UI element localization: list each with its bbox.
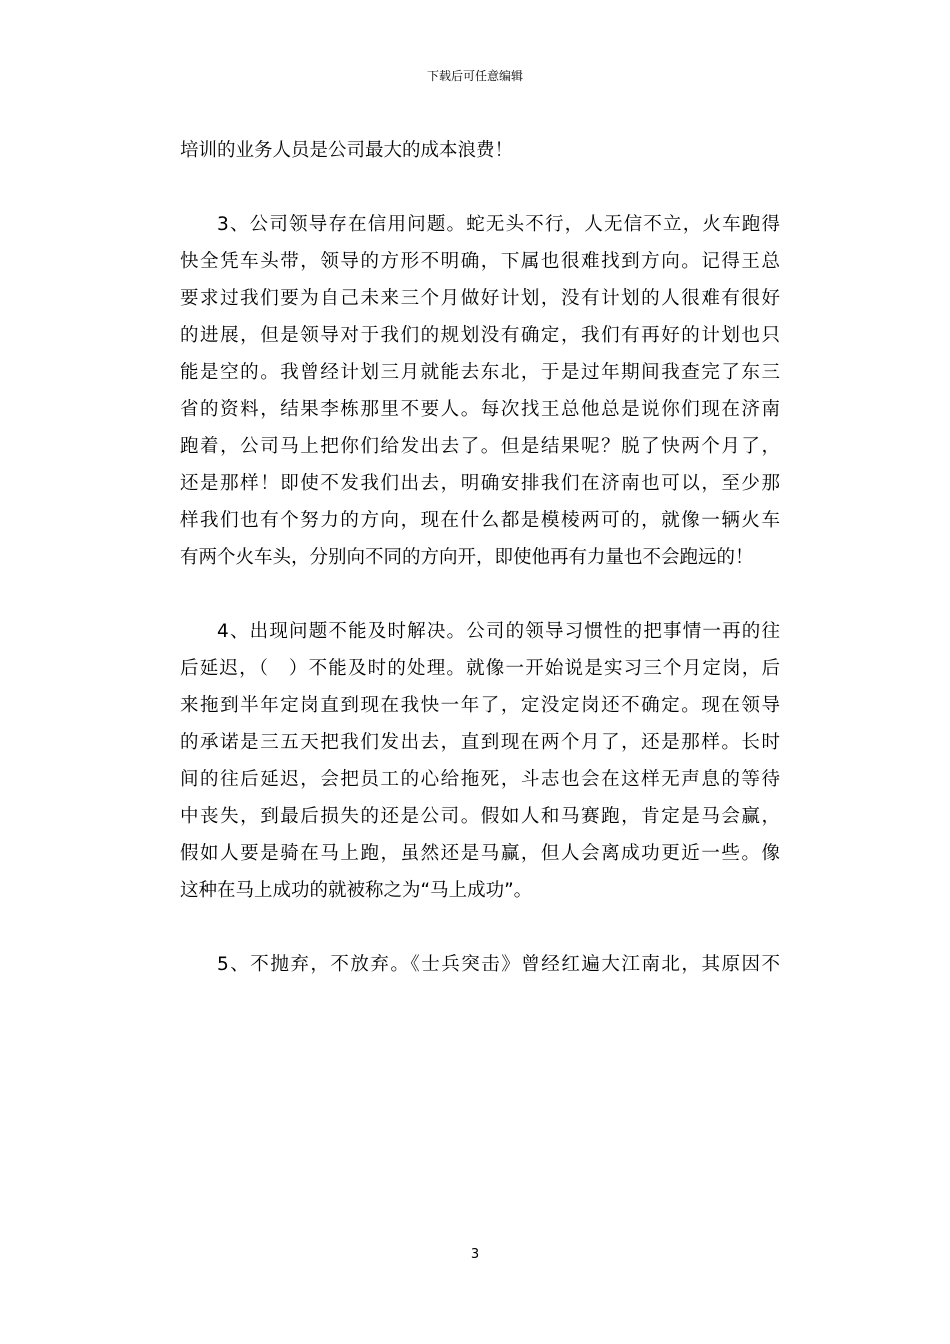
text-line: 的承诺是三五天把我们发出去，直到现在两个月了，还是那样。长时: [180, 732, 780, 753]
paragraph-spacer: [180, 169, 780, 206]
document-body: [180, 132, 780, 983]
text-line: 样我们也有个努力的方向，现在什么都是模棱两可的，就像一辆火车: [180, 510, 780, 531]
text-line: 3、公司领导存在信用问题。蛇无头不行，人无信不立，火车跑得: [217, 214, 780, 235]
text-line: 还是那样！即使不发我们出去，明确安排我们在济南也可以，至少那: [180, 473, 780, 494]
text-line: 省的资料，结果李栋那里不要人。每次找王总他总是说你们现在济南: [180, 399, 780, 420]
text-line: 后延迟，（ ）不能及时的处理。就像一开始说是实习三个月定岗，后: [180, 658, 780, 679]
text-line: 这种在马上成功的就被称之为“马上成功”。: [180, 880, 533, 901]
page-number: 3: [470, 1247, 480, 1262]
page-header: 下载后可任意编辑: [426, 69, 523, 83]
paragraph: [180, 946, 780, 983]
text-line: 假如人要是骑在马上跑，虽然还是马赢，但人会离成功更近一些。像: [180, 843, 780, 864]
paragraph: [180, 206, 780, 576]
text-line: 有两个火车头，分别向不同的方向开，即使他再有力量也不会跑远的！: [180, 547, 754, 568]
paragraph-spacer: [180, 909, 780, 946]
paragraph-spacer: [180, 576, 780, 613]
text-line: 来拖到半年定岗直到现在我快一年了，定没定岗还不确定。现在领导: [180, 695, 780, 716]
text-line: 能是空的。我曾经计划三月就能去东北，于是过年期间我查完了东三: [180, 362, 780, 383]
text-line: 培训的业务人员是公司最大的成本浪费！: [180, 140, 514, 161]
text-line: 4、出现问题不能及时解决。公司的领导习惯性的把事情一再的往: [217, 621, 780, 642]
text-line: 中丧失，到最后损失的还是公司。假如人和马赛跑，肯定是马会赢，: [180, 806, 780, 827]
paragraph: [180, 613, 780, 909]
text-line: 快全凭车头带，领导的方形不明确，下属也很难找到方向。记得王总: [180, 251, 780, 272]
text-line: 5、不抛弃，不放弃。《士兵突击》曾经红遍大江南北，其原因不: [217, 954, 780, 975]
text-line: 间的往后延迟，会把员工的心给拖死，斗志也会在这样无声息的等待: [180, 769, 780, 790]
text-line: 跑着，公司马上把你们给发出去了。但是结果呢？脱了快两个月了，: [180, 436, 780, 457]
paragraph: [180, 132, 780, 169]
text-line: 的进展，但是领导对于我们的规划没有确定，我们有再好的计划也只: [180, 325, 780, 346]
text-line: 要求过我们要为自己未来三个月做好计划，没有计划的人很难有很好: [180, 288, 780, 309]
